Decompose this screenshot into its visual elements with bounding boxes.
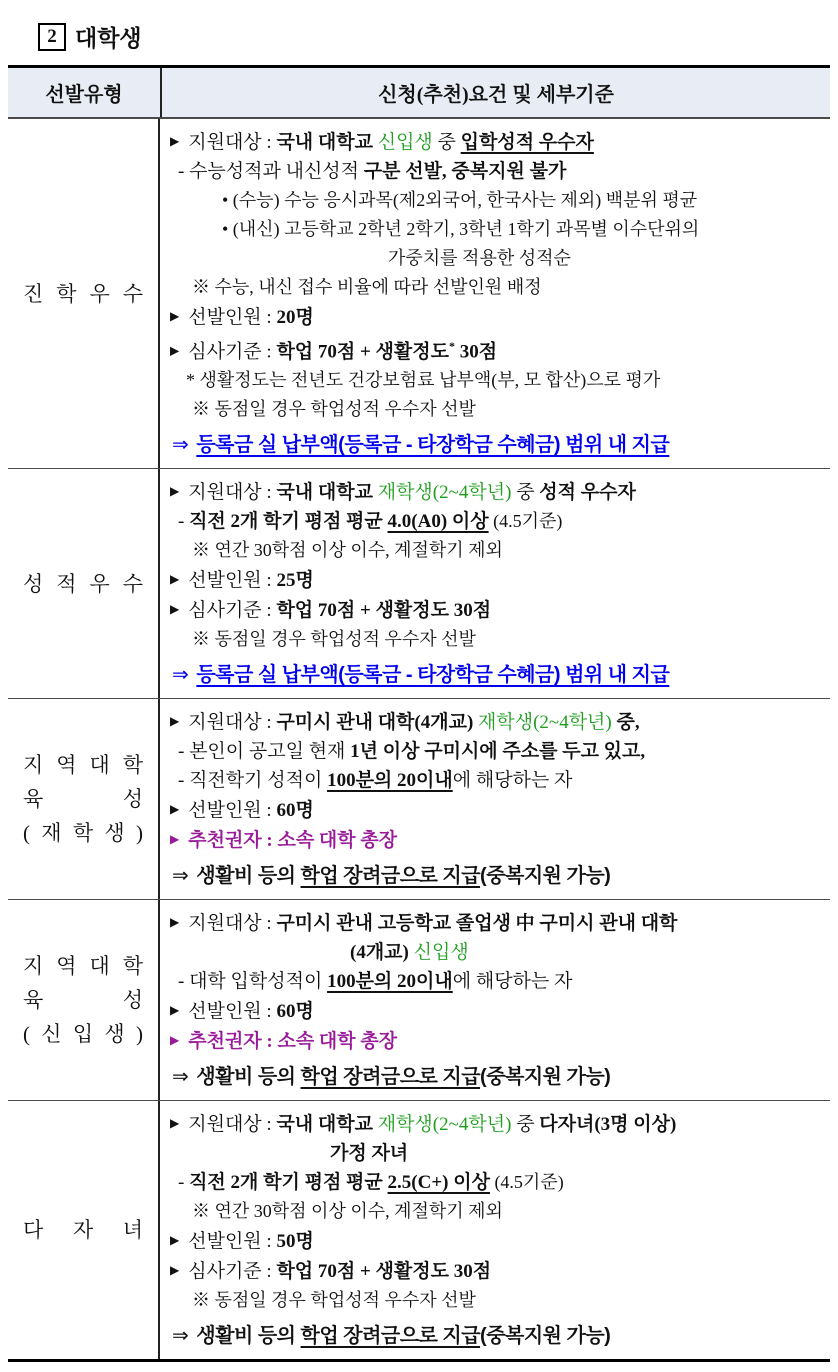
text-segment: 50명 bbox=[276, 1231, 314, 1253]
text-segment: 지원대상 : bbox=[188, 913, 277, 935]
content-line bbox=[160, 302, 824, 332]
text-segment: - 직전학기 성적이 bbox=[178, 770, 328, 792]
text-segment: 다자녀(3명 이상) bbox=[539, 1114, 677, 1136]
selection-type-label: 육 성 bbox=[23, 988, 143, 1013]
content-line bbox=[160, 996, 824, 1026]
selection-type-label: 지 역 대 학 bbox=[23, 954, 143, 979]
content-line bbox=[160, 1256, 824, 1286]
content-line bbox=[160, 967, 824, 996]
text-segment: ※ 동점일 경우 학업성적 우수자 선발 bbox=[192, 629, 476, 650]
content-line bbox=[160, 431, 824, 460]
header-criteria: 신청(추천)요건 및 세부기준 bbox=[378, 84, 614, 106]
text-segment: 25명 bbox=[276, 570, 314, 592]
text-segment: - 본인이 공고일 현재 bbox=[178, 741, 351, 763]
text-segment: ▶ bbox=[170, 484, 189, 499]
text-segment: 직전 2개 학기 평점 평균 bbox=[189, 511, 388, 533]
criteria-cell bbox=[160, 119, 830, 468]
text-segment: ▶ bbox=[170, 1003, 189, 1018]
content-line bbox=[160, 862, 824, 891]
text-segment: (4.5기준) bbox=[489, 1172, 564, 1193]
text-segment: 학업 70점 + 생활정도 30점 bbox=[276, 1261, 492, 1283]
table-row bbox=[8, 900, 830, 1101]
content-line bbox=[160, 395, 824, 424]
text-segment: 생활비 등의 bbox=[196, 1325, 301, 1348]
text-segment: 선발인원 : bbox=[188, 307, 277, 328]
text-segment: ▶ bbox=[170, 572, 189, 587]
text-segment: (4.5기준) bbox=[488, 511, 563, 532]
text-segment: 중, bbox=[611, 712, 640, 734]
text-segment: 직전 2개 학기 평점 평균 bbox=[189, 1172, 388, 1194]
text-segment: 심사기준 : bbox=[188, 600, 277, 622]
text-segment: ▶ bbox=[170, 1116, 189, 1131]
selection-type-cell bbox=[8, 900, 160, 1100]
text-segment: - 수능성적과 내신성적 bbox=[178, 161, 364, 182]
text-segment: 100분의 20이내 bbox=[327, 770, 453, 792]
criteria-cell bbox=[160, 1101, 830, 1359]
text-segment: 등록금 실 납부액(등록금 - 타장학금 수혜금) 범위 내 지급 bbox=[196, 664, 670, 687]
selection-type-label: 지 역 대 학 bbox=[23, 753, 143, 778]
table-header-row bbox=[8, 68, 830, 119]
text-segment: 지원대상 : bbox=[188, 482, 277, 504]
content-line bbox=[160, 1139, 824, 1168]
text-segment: ▶ bbox=[170, 134, 189, 148]
text-segment: 100분의 20이내 bbox=[327, 971, 453, 993]
table-body bbox=[8, 119, 830, 1359]
text-segment: - bbox=[178, 1172, 190, 1194]
text-segment: 신입생 bbox=[413, 942, 469, 964]
content-line bbox=[160, 366, 824, 395]
text-segment: 20명 bbox=[276, 307, 314, 328]
text-segment: 학업 70점 + 생활정도 30점 bbox=[276, 600, 492, 622]
text-segment: 학업 70점 + 생활정도 bbox=[276, 341, 449, 363]
content-line bbox=[160, 737, 824, 766]
text-segment: ▶ bbox=[170, 309, 189, 323]
page-title bbox=[38, 20, 830, 53]
content-line bbox=[160, 625, 824, 654]
text-segment: 지원대상 : bbox=[188, 1114, 277, 1136]
selection-type-label: 성 적 우 수 bbox=[23, 571, 143, 596]
text-segment: ⇒ bbox=[172, 664, 197, 687]
content-line bbox=[160, 908, 824, 938]
text-segment: 중 bbox=[432, 132, 461, 153]
table-row bbox=[8, 119, 830, 469]
text-segment: 재학생(2~4학년) bbox=[377, 482, 512, 504]
selection-type-label: 진 학 우 수 bbox=[23, 281, 143, 306]
text-segment: 가중치를 적용한 성적순 bbox=[388, 248, 571, 268]
text-segment: 선발인원 : bbox=[188, 1231, 277, 1253]
content-line bbox=[160, 536, 824, 565]
section-number-box: 2 bbox=[38, 23, 66, 51]
content-line bbox=[160, 595, 824, 625]
selection-type-cell bbox=[8, 1101, 160, 1359]
text-segment: ▶ bbox=[170, 714, 189, 729]
text-segment: 중 bbox=[511, 1114, 540, 1136]
text-segment: 선발인원 : bbox=[188, 800, 277, 822]
text-segment: ▶ bbox=[170, 1033, 189, 1048]
text-segment: 성적 우수자 bbox=[539, 482, 636, 504]
criteria-cell bbox=[160, 699, 830, 899]
text-segment: ▶ bbox=[170, 602, 189, 617]
text-segment: 60명 bbox=[276, 1001, 314, 1023]
selection-type-cell bbox=[8, 469, 160, 698]
text-segment: (중복지원 가능) bbox=[480, 1325, 611, 1348]
selection-type-cell bbox=[8, 119, 160, 468]
table-row bbox=[8, 699, 830, 900]
content-line bbox=[160, 244, 824, 273]
content-line bbox=[160, 1226, 824, 1256]
text-segment: • (내신) 고등학교 2학년 2학기, 3학년 1학기 과목별 이수단위의 bbox=[222, 219, 700, 239]
content-line bbox=[160, 127, 824, 157]
text-segment: 학업 장려금으로 지급 bbox=[300, 1325, 481, 1348]
text-segment: 신입생 bbox=[377, 132, 433, 153]
text-segment: 생활비 등의 bbox=[196, 865, 301, 888]
text-segment: 1년 이상 구미시에 주소를 두고 있고, bbox=[350, 741, 646, 763]
content-line bbox=[160, 1168, 824, 1197]
content-line bbox=[160, 1197, 824, 1226]
text-segment: 학업 장려금으로 지급 bbox=[300, 865, 481, 888]
text-segment: ※ 연간 30학점 이상 이수, 계절학기 제외 bbox=[192, 1201, 503, 1222]
content-line bbox=[160, 507, 824, 536]
content-line bbox=[160, 795, 824, 825]
text-segment: ▶ bbox=[170, 1263, 189, 1278]
text-segment: 선발인원 : bbox=[188, 1001, 277, 1023]
text-segment: ※ 수능, 내신 접수 비율에 따라 선발인원 배정 bbox=[192, 277, 542, 297]
text-segment: • (수능) 수능 응시과목(제2외국어, 한국사는 제외) 백분위 평균 bbox=[222, 190, 698, 210]
content-line bbox=[160, 938, 824, 967]
text-segment: ※ 동점일 경우 학업성적 우수자 선발 bbox=[192, 1290, 476, 1311]
text-segment: 국내 대학교 bbox=[276, 1114, 378, 1136]
text-segment: 선발인원 : bbox=[188, 570, 277, 592]
section-title-text: 대학생 bbox=[75, 26, 142, 51]
text-segment: ⇒ bbox=[172, 865, 197, 888]
criteria-cell bbox=[160, 900, 830, 1100]
table-row bbox=[8, 469, 830, 699]
text-segment: 에 해당하는 자 bbox=[452, 770, 573, 792]
criteria-table bbox=[8, 65, 830, 1362]
content-line bbox=[160, 825, 824, 855]
text-segment: (중복지원 가능) bbox=[480, 1066, 611, 1089]
content-line bbox=[160, 477, 824, 507]
selection-type-label: 육 성 bbox=[23, 787, 143, 812]
text-segment: 2.5(C+) 이상 bbox=[387, 1172, 490, 1194]
text-segment: 추천권자 : 소속 대학 총장 bbox=[188, 1031, 398, 1053]
text-segment: * bbox=[449, 339, 455, 353]
text-segment: 중 bbox=[511, 482, 540, 504]
text-segment: * 생활정도는 전년도 건강보험료 납부액(부, 모 합산)으로 평가 bbox=[186, 370, 661, 391]
text-segment: 재학생(2~4학년) bbox=[478, 712, 612, 734]
content-line bbox=[160, 215, 824, 244]
content-line bbox=[160, 1026, 824, 1056]
criteria-cell bbox=[160, 469, 830, 698]
header-selection-type: 선발유형 bbox=[8, 68, 162, 117]
text-segment: 입학성적 우수자 bbox=[460, 132, 594, 153]
content-line bbox=[160, 1063, 824, 1092]
table-row bbox=[8, 1101, 830, 1359]
selection-type-label: ( 신 입 생 ) bbox=[23, 1022, 143, 1047]
text-segment: 재학생(2~4학년) bbox=[377, 1114, 512, 1136]
text-segment: 30점 bbox=[455, 341, 498, 363]
content-line bbox=[160, 565, 824, 595]
text-segment: ▶ bbox=[170, 832, 189, 847]
text-segment: 심사기준 : bbox=[188, 341, 277, 363]
text-segment: 학업 장려금으로 지급 bbox=[300, 1066, 481, 1089]
text-segment: 등록금 실 납부액(등록금 - 타장학금 수혜금) 범위 내 지급 bbox=[196, 434, 670, 457]
text-segment: - bbox=[178, 511, 190, 533]
selection-type-label: 다 자 녀 bbox=[23, 1218, 143, 1243]
text-segment: ⇒ bbox=[172, 1325, 197, 1348]
text-segment: ⇒ bbox=[172, 434, 197, 457]
content-line bbox=[160, 707, 824, 737]
content-line bbox=[160, 1286, 824, 1315]
content-line bbox=[160, 1109, 824, 1139]
text-segment: 구미시 관내 대학(4개교) bbox=[276, 712, 479, 734]
text-segment: 가정 자녀 bbox=[330, 1143, 409, 1165]
text-segment: ▶ bbox=[170, 1233, 189, 1248]
content-line bbox=[160, 661, 824, 690]
text-segment: 구분 선발, 중복지원 불가 bbox=[363, 161, 567, 182]
text-segment: 추천권자 : 소속 대학 총장 bbox=[188, 830, 398, 852]
text-segment: 구미시 관내 고등학교 졸업생 中 구미시 관내 대학 bbox=[276, 913, 678, 935]
text-segment: 생활비 등의 bbox=[196, 1066, 301, 1089]
text-segment: ※ 연간 30학점 이상 이수, 계절학기 제외 bbox=[192, 540, 503, 561]
text-segment: 60명 bbox=[276, 800, 314, 822]
text-segment: (4개교) bbox=[350, 942, 414, 964]
content-line bbox=[160, 186, 824, 215]
selection-type-label: ( 재 학 생 ) bbox=[23, 821, 143, 846]
text-segment: - 대학 입학성적이 bbox=[178, 971, 328, 993]
content-line bbox=[160, 273, 824, 302]
text-segment: 심사기준 : bbox=[188, 1261, 277, 1283]
text-segment: ▶ bbox=[170, 343, 189, 358]
text-segment: 4.0(A0) 이상 bbox=[387, 511, 489, 533]
content-line bbox=[160, 332, 824, 366]
text-segment: 에 해당하는 자 bbox=[452, 971, 573, 993]
content-line bbox=[160, 1322, 824, 1351]
text-segment: (중복지원 가능) bbox=[480, 865, 611, 888]
text-segment: 지원대상 : bbox=[188, 132, 277, 153]
text-segment: ※ 동점일 경우 학업성적 우수자 선발 bbox=[192, 399, 476, 420]
selection-type-cell bbox=[8, 699, 160, 899]
text-segment: ▶ bbox=[170, 802, 189, 817]
text-segment: 국내 대학교 bbox=[276, 482, 378, 504]
text-segment: ⇒ bbox=[172, 1066, 197, 1089]
text-segment: 지원대상 : bbox=[188, 712, 277, 734]
text-segment: 국내 대학교 bbox=[276, 132, 378, 153]
text-segment: ▶ bbox=[170, 915, 189, 930]
content-line bbox=[160, 157, 824, 186]
content-line bbox=[160, 766, 824, 795]
